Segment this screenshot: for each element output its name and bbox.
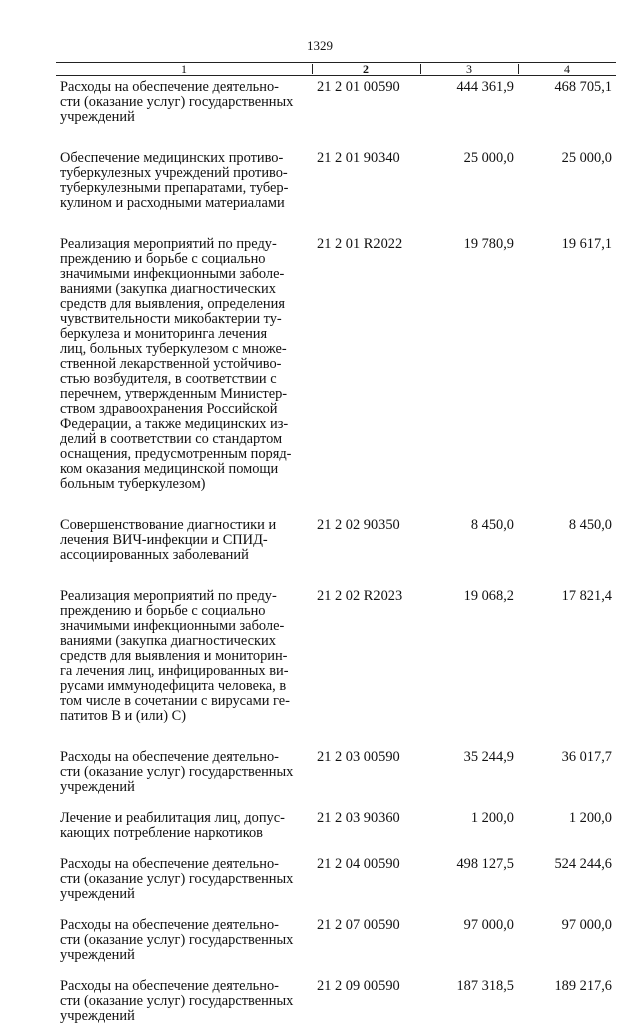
- amount-col3: 8 450,0: [470, 517, 514, 533]
- table-row: [56, 518, 616, 563]
- amount-col4: 468 705,1: [554, 79, 612, 95]
- description-line: средств для выявления и мониторин-: [60, 648, 288, 664]
- description-line: стью возбудителя, в соответствии с: [60, 371, 277, 387]
- table-body: [56, 80, 616, 1024]
- description-line: сти (оказание услуг) государственных: [60, 932, 294, 948]
- amount-col3: 1 200,0: [470, 810, 514, 826]
- table-row: [56, 750, 616, 795]
- budget-code: 21 2 03 90360: [317, 810, 400, 826]
- amount-col3: 97 000,0: [463, 917, 514, 933]
- budget-code: 21 2 03 00590: [317, 749, 400, 765]
- description-line: Реализация мероприятий по преду-: [60, 236, 277, 252]
- budget-code: 21 2 02 90350: [317, 517, 400, 533]
- table-row: [56, 237, 616, 492]
- amount-col4: 97 000,0: [561, 917, 612, 933]
- description-line: русами иммунодефицита человека, в: [60, 678, 287, 694]
- column-header-3: 3: [466, 62, 472, 76]
- description-line: Расходы на обеспечение деятельно-: [60, 749, 279, 765]
- description-line: сти (оказание услуг) государственных: [60, 94, 294, 110]
- description-line: Федерации, а также медицинских из-: [60, 416, 289, 432]
- description-line: Расходы на обеспечение деятельно-: [60, 856, 279, 872]
- column-header-1: 1: [181, 62, 187, 76]
- description-line: лиц, больных туберкулезом с множе-: [60, 341, 287, 357]
- description-line: ком оказания медицинской помощи: [60, 461, 279, 477]
- amount-col4: 19 617,1: [561, 236, 612, 252]
- description-line: ассоциированных заболеваний: [60, 547, 249, 563]
- expense-description: [60, 918, 310, 963]
- description-line: Обеспечение медицинских противо-: [60, 150, 284, 166]
- table-header: [56, 62, 616, 76]
- description-line: том числе в сочетании с вирусами ге-: [60, 693, 290, 709]
- table-row: [56, 857, 616, 902]
- amount-col4: 36 017,7: [561, 749, 612, 765]
- budget-code: 21 2 04 00590: [317, 856, 400, 872]
- table-row: [56, 589, 616, 724]
- budget-code: 21 2 09 00590: [317, 978, 400, 994]
- amount-col3: 187 318,5: [456, 978, 514, 994]
- description-line: преждению и борьбе с социально: [60, 251, 266, 267]
- table-row: [56, 918, 616, 963]
- description-line: сти (оказание услуг) государственных: [60, 871, 294, 887]
- amount-col3: 19 068,2: [463, 588, 514, 604]
- description-line: значимыми инфекционными заболе-: [60, 618, 285, 634]
- description-line: чувствительности микобактерии ту-: [60, 311, 282, 327]
- description-line: Совершенствование диагностики и: [60, 517, 277, 533]
- description-line: ством здравоохранения Российской: [60, 401, 278, 417]
- expense-description: [60, 151, 310, 211]
- expense-description: [60, 857, 310, 902]
- table-row: [56, 151, 616, 211]
- description-line: оснащения, предусмотренным поряд-: [60, 446, 292, 462]
- description-line: беркулеза и мониторинга лечения: [60, 326, 268, 342]
- amount-col3: 19 780,9: [463, 236, 514, 252]
- description-line: учреждений: [60, 947, 135, 963]
- expense-description: [60, 589, 310, 724]
- table-row: [56, 979, 616, 1024]
- description-line: туберкулезными препаратами, тубер-: [60, 180, 289, 196]
- description-line: сти (оказание услуг) государственных: [60, 764, 294, 780]
- expense-description: [60, 750, 310, 795]
- description-line: кулином и расходными материалами: [60, 195, 285, 211]
- column-header-4: 4: [564, 62, 570, 76]
- column-header-2: 2: [363, 62, 369, 76]
- expense-description: [60, 811, 310, 841]
- description-line: делий в соответствии со стандартом: [60, 431, 283, 447]
- description-line: учреждений: [60, 1008, 135, 1024]
- budget-code: 21 2 01 R2022: [317, 236, 403, 252]
- description-line: лечения ВИЧ-инфекции и СПИД-: [60, 532, 268, 548]
- expense-description: [60, 237, 310, 492]
- description-line: Расходы на обеспечение деятельно-: [60, 917, 279, 933]
- description-line: средств для выявления, определения: [60, 296, 285, 312]
- description-line: Расходы на обеспечение деятельно-: [60, 79, 279, 95]
- description-line: кающих потребление наркотиков: [60, 825, 263, 841]
- budget-code: 21 2 01 90340: [317, 150, 400, 166]
- amount-col4: 189 217,6: [554, 978, 612, 994]
- description-line: Расходы на обеспечение деятельно-: [60, 978, 279, 994]
- description-line: учреждений: [60, 109, 135, 125]
- amount-col3: 35 244,9: [463, 749, 514, 765]
- table-row: [56, 811, 616, 841]
- expense-description: [60, 518, 310, 563]
- description-line: больным туберкулезом): [60, 476, 206, 492]
- description-line: Реализация мероприятий по преду-: [60, 588, 277, 604]
- description-line: ственной лекарственной устойчиво-: [60, 356, 282, 372]
- amount-col4: 25 000,0: [561, 150, 612, 166]
- amount-col3: 444 361,9: [456, 79, 514, 95]
- amount-col3: 25 000,0: [463, 150, 514, 166]
- description-line: учреждений: [60, 779, 135, 795]
- page-number: 1329: [307, 38, 333, 53]
- description-line: патитов В и (или) С): [60, 708, 187, 724]
- description-line: значимыми инфекционными заболе-: [60, 266, 285, 282]
- description-line: туберкулезных учреждений противо-: [60, 165, 288, 181]
- budget-code: 21 2 02 R2023: [317, 588, 403, 604]
- amount-col4: 8 450,0: [568, 517, 612, 533]
- description-line: перечнем, утвержденным Министер-: [60, 386, 288, 402]
- description-line: га лечения лиц, инфицированных ви-: [60, 663, 289, 679]
- description-line: учреждений: [60, 886, 135, 902]
- expense-description: [60, 80, 310, 125]
- budget-code: 21 2 01 00590: [317, 79, 400, 95]
- description-line: Лечение и реабилитация лиц, допус-: [60, 810, 285, 826]
- description-line: преждению и борьбе с социально: [60, 603, 266, 619]
- description-line: сти (оказание услуг) государственных: [60, 993, 294, 1009]
- amount-col4: 1 200,0: [568, 810, 612, 826]
- amount-col4: 524 244,6: [554, 856, 612, 872]
- description-line: ваниями (закупка диагностических: [60, 633, 276, 649]
- table-row: [56, 80, 616, 125]
- description-line: ваниями (закупка диагностических: [60, 281, 276, 297]
- amount-col3: 498 127,5: [456, 856, 514, 872]
- expense-description: [60, 979, 310, 1024]
- budget-code: 21 2 07 00590: [317, 917, 400, 933]
- amount-col4: 17 821,4: [561, 588, 612, 604]
